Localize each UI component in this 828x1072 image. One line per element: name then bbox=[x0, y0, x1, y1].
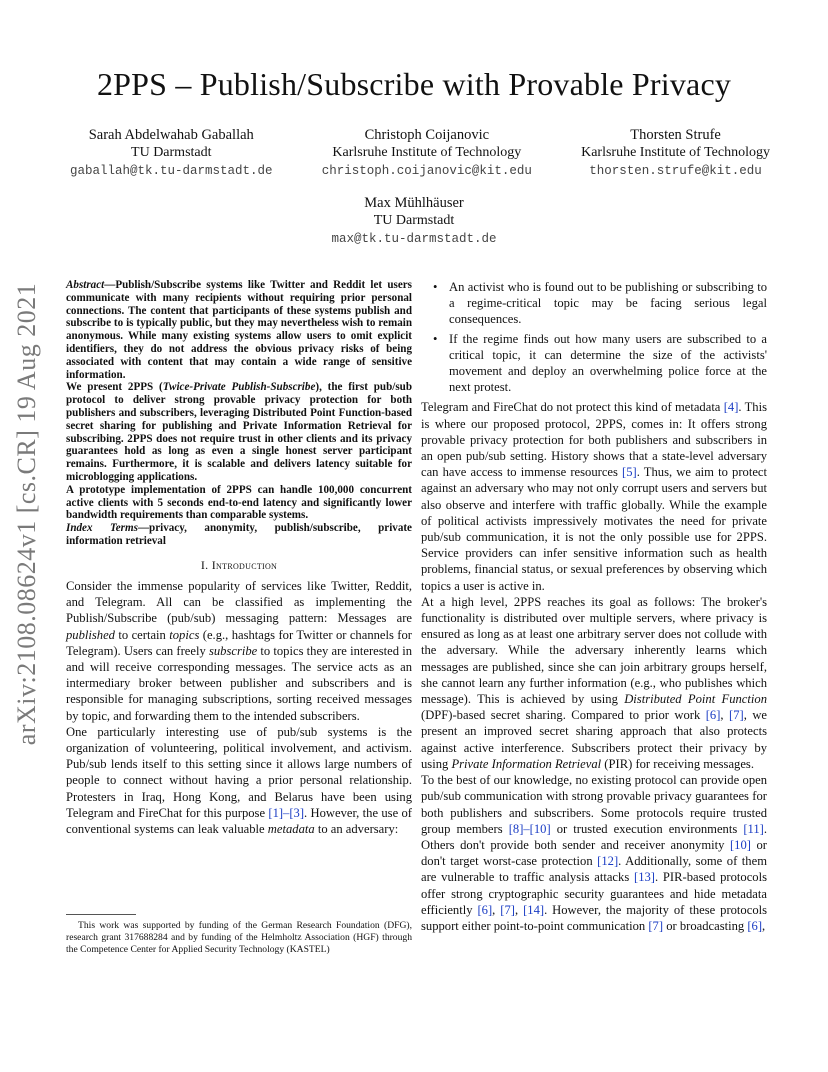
citation-link[interactable]: [4] bbox=[723, 400, 739, 415]
right-paragraph-3: To the best of our knowledge, no existing protocol can provide open pub/sub communication with strong provable privacy guarantees for both publishers and subscribers. Some protocols require trusted group members [8]–[10] or trusted execution environments [11]. Others don't provide both sender and receiver anonymity [10] or don't target worst-case protection [12]. Additionally, some of them are vulnerable to traffic analysis attacks [13]. PIR-based protocols offer strong cryptographic security guarantees and hide metadata efficiently [6], [7], [14]. However, the majority of these protocols support either point-to-point communication [7] or broadcasting [6], bbox=[421, 773, 768, 933]
citation-link[interactable]: [6] bbox=[477, 902, 493, 917]
intro-paragraph-1: Consider the immense popularity of services like Twitter, Reddit, and Telegram. All can be classified as implementing the Publish/Subscribe (pub/sub) messaging pattern: Messages are published to certain topics (e.g., hashtags for Twitter or channels for Telegram). Users can freely subscribe to topics they are interested in and will receive corresponding messages. The service acts as an intermediary broker between publisher and subscribers and is responsible for managing subscriptions, sorting received messages by topic, and forwarding them to the intended subscribers. bbox=[66, 578, 412, 723]
index-terms: —privacy, anonymity, publish/subscribe, private information retrieval bbox=[66, 522, 412, 547]
citation-link[interactable]: [10] bbox=[729, 837, 751, 852]
abstract-p2b: ), the first pub/sub protocol to deliver strong provable privacy protection for both publishers and subscribers, leveraging Distributed Point Function-based secret sharing for publishing and Private Information Retrieval for subscribing. 2PPS does not require trust in other clients and its privacy guarantees hold as long as even a single honest server participant remains. Furthermore, it is scalable and delivers latency suitable for microblogging applications. bbox=[66, 381, 412, 483]
index-terms-label: Index Terms bbox=[66, 522, 138, 535]
list-item: • If the regime finds out how many users are subscribed to a critical topic, it can determine the size of the activists' movement and deploy an overwhelming police force at the next protest. bbox=[433, 331, 767, 395]
author-2 bbox=[322, 126, 532, 180]
paper-title: 2PPS – Publish/Subscribe with Provable Privacy bbox=[96, 66, 732, 102]
right-paragraph-2: At a high level, 2PPS reaches its goal as follows: The broker's functionality is distributed over multiple servers, where privacy is ensured as long as at least one arbitrary server does not collude with the adversary. While the adversary inherently learns which messages are published, since she can join arbitrary groups herself, she cannot learn any further information (e.g., who publishes which message). This is achieved by using Distributed Point Function (DPF)-based secret sharing. Compared to prior work [6], [7], we present an improved secret sharing approach that also protects against active interference. Subscribers protect their privacy by using Private Information Retrieval (PIR) for receiving messages. bbox=[421, 594, 768, 771]
citation-link[interactable]: [7] bbox=[648, 918, 664, 933]
footnote bbox=[66, 920, 412, 955]
citation-link[interactable]: [8]–[10] bbox=[508, 821, 551, 836]
author-affiliation: TU Darmstadt bbox=[131, 145, 212, 160]
author-email: max@tk.tu-darmstadt.de bbox=[331, 232, 497, 246]
author-3 bbox=[581, 126, 770, 180]
author-name: Thorsten Strufe bbox=[630, 127, 721, 143]
citation-link[interactable]: [7] bbox=[729, 708, 744, 723]
left-column bbox=[66, 279, 412, 837]
abstract bbox=[66, 279, 412, 548]
author-4 bbox=[0, 194, 828, 248]
bullet-icon: • bbox=[433, 280, 438, 294]
abstract-p1: —Publish/Subscribe systems like Twitter and Reddit let users communicate with many recipients without requiring prior personal connections. The content that participants of these systems publish and subscribe to is typically public, but they may nevertheless wish to remain anonymous. While many existing systems allow users to omit explicit identifiers, they do not address the obvious privacy risks of being associated with content that may contain a wide range of sensitive information. bbox=[66, 279, 412, 381]
author-name: Sarah Abdelwahab Gaballah bbox=[88, 127, 254, 143]
author-email: christoph.coijanovic@kit.edu bbox=[321, 164, 532, 178]
author-1 bbox=[70, 126, 273, 180]
abstract-p2-em: Twice-Private Publish-Subscribe bbox=[162, 381, 316, 394]
footnote-text: This work was supported by funding of the German Research Foundation (DFG), research grant 317688284 and by funding of the Helmholtz Association (HGF) through the Competence Center for Applied Security Technology (KASTEL) bbox=[66, 920, 412, 955]
abstract-label: Abstract bbox=[66, 279, 105, 291]
author-affiliation: Karlsruhe Institute of Technology bbox=[332, 145, 522, 160]
author-block bbox=[70, 126, 770, 180]
citation-link[interactable]: [14] bbox=[523, 902, 545, 917]
section-title: Introduction bbox=[211, 557, 278, 572]
intro-paragraph-2: One particularly interesting use of pub/sub systems is the organization of volunteering, political involvement, and activism. Pub/sub lends itself to this setting since it allows large numbers of people to connect without having a prior personal relationship. Protesters in Iraq, Hong Kong, and Belarus have been using Telegram and FireChat for this purpose [1]–[3]. However, the use of conventional systems can leak valuable metadata to an adversary: bbox=[66, 724, 412, 836]
citation-link[interactable]: [13] bbox=[634, 870, 655, 885]
citation-link[interactable]: [11] bbox=[743, 821, 764, 836]
citation-link[interactable]: [5] bbox=[622, 465, 637, 480]
citation-link[interactable]: [7] bbox=[500, 902, 515, 917]
abstract-p2a: We present 2PPS ( bbox=[66, 381, 163, 394]
bullet-icon: • bbox=[433, 331, 438, 346]
list-item: • An activist who is found out to be publishing or subscribing to a regime-critical topic may be facing serious legal consequences. bbox=[433, 280, 767, 327]
section-number: I. bbox=[200, 557, 209, 572]
arxiv-side-label: arXiv:2108.08624v1 [cs.CR] 19 Aug 2021 bbox=[12, 282, 41, 746]
section-heading bbox=[66, 557, 412, 573]
citation-link[interactable]: [6] bbox=[747, 918, 763, 933]
citation-link[interactable]: [1]–[3] bbox=[268, 805, 305, 820]
citation-link[interactable]: [6] bbox=[705, 708, 721, 723]
abstract-p3: A prototype implementation of 2PPS can handle 100,000 concurrent active clients with 5 seconds end-to-end latency and significantly lower bandwidth requirements than comparable systems. bbox=[66, 483, 412, 522]
right-paragraph-1: Telegram and FireChat do not protect this kind of metadata [4]. This is where our proposed protocol, 2PPS, comes in: It offers strong provable privacy protection for both publishers and subscribers in an open pub/sub setting. History shows that a state-level adversary can have access to immense resources [5]. Thus, we aim to protect against an adversary who may not only corrupt users and servers but also observe and interfere with traffic globally. While the example of political activists impressively motivates the need for private pub/sub communication, it is not the only possible use for 2PPS. Service providers can infer sensitive information such as health problems, financial status, or sexual preferences by observing which topics a user is active in. bbox=[421, 400, 767, 593]
author-email: thorsten.strufe@kit.edu bbox=[589, 164, 762, 178]
footnote-rule bbox=[66, 914, 136, 915]
author-affiliation: TU Darmstadt bbox=[373, 213, 455, 228]
author-name: Max Mühlhäuser bbox=[364, 195, 464, 211]
author-name: Christoph Coijanovic bbox=[364, 127, 490, 143]
bullet-list bbox=[421, 279, 767, 395]
citation-link[interactable]: [12] bbox=[597, 854, 619, 869]
author-affiliation: Karlsruhe Institute of Technology bbox=[581, 145, 770, 160]
author-email: gaballah@tk.tu-darmstadt.de bbox=[70, 164, 273, 178]
right-column bbox=[421, 279, 767, 934]
